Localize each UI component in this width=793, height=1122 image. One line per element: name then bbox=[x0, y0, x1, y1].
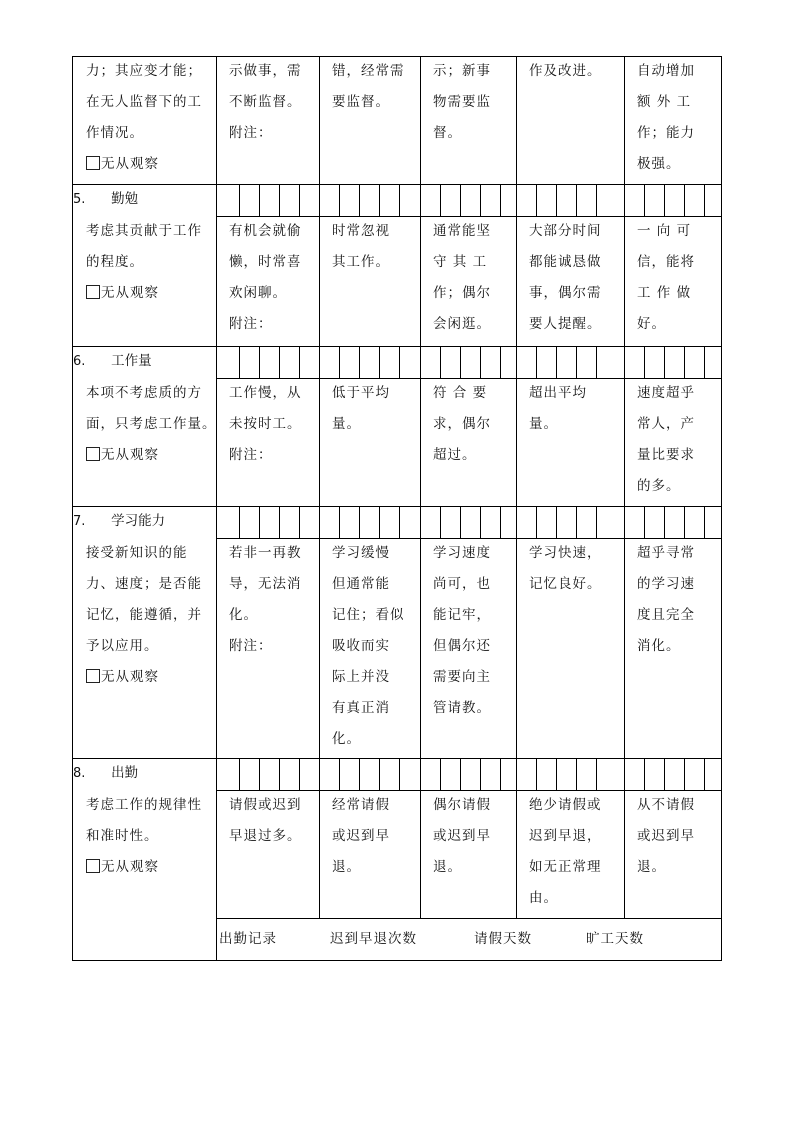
criterion-line: 面，只考虑工作量。 bbox=[86, 416, 217, 432]
rating-level-4-description bbox=[529, 538, 602, 600]
level-line: 绝少请假或 bbox=[529, 797, 602, 813]
score-box-divider bbox=[644, 184, 645, 216]
spacer bbox=[85, 353, 111, 369]
level-line: 吸收而实 bbox=[332, 638, 390, 654]
score-box-divider bbox=[379, 184, 380, 216]
score-box-divider bbox=[664, 506, 665, 538]
score-box-divider bbox=[460, 758, 461, 790]
no-observation-label: 无从观察 bbox=[101, 859, 159, 875]
score-box-divider bbox=[279, 346, 280, 378]
level-line: 物需要监 bbox=[433, 94, 491, 110]
score-box-divider bbox=[644, 346, 645, 378]
level-line: 度且完全 bbox=[637, 607, 695, 623]
rating-level-5-description bbox=[637, 790, 695, 883]
no-observation-label: 无从观察 bbox=[101, 447, 159, 463]
level-line: 消化。 bbox=[637, 638, 681, 654]
score-box-divider bbox=[460, 346, 461, 378]
level-line: 学习快速， bbox=[529, 545, 602, 561]
level-line: 但通常能 bbox=[332, 576, 390, 592]
score-box-divider bbox=[239, 346, 240, 378]
criterion-number: 5. bbox=[73, 192, 86, 207]
level-line: 守 其 工 bbox=[433, 254, 488, 270]
criterion-line: 记忆，能遵循，并 bbox=[86, 607, 202, 623]
level-line: 错，经常需 bbox=[332, 63, 405, 79]
rating-level-3-description bbox=[433, 378, 491, 471]
score-box-divider bbox=[359, 506, 360, 538]
checkbox-no-observation[interactable] bbox=[86, 669, 100, 683]
rating-level-2-description bbox=[332, 56, 405, 118]
level-line: 迟到早退， bbox=[529, 828, 602, 844]
level-line: 欢闲聊。 bbox=[229, 285, 287, 301]
score-box-divider bbox=[704, 184, 705, 216]
level-column-separator bbox=[420, 56, 421, 918]
rating-level-2-description bbox=[332, 216, 390, 278]
criterion-header bbox=[73, 189, 138, 210]
level-line: 都能诚恳做 bbox=[529, 254, 602, 270]
rating-level-2-description bbox=[332, 790, 390, 883]
remarks-label: 附注： bbox=[229, 447, 273, 463]
score-box-divider bbox=[664, 184, 665, 216]
level-line: 低于平均 bbox=[332, 385, 390, 401]
rating-level-5-description bbox=[637, 56, 695, 180]
score-box-divider bbox=[399, 506, 400, 538]
criterion-title: 出勤 bbox=[111, 765, 139, 781]
score-box-divider bbox=[480, 506, 481, 538]
score-box-divider bbox=[379, 758, 380, 790]
no-observation-label: 无从观察 bbox=[101, 669, 159, 685]
criterion-title: 勤勉 bbox=[111, 191, 139, 207]
rating-level-1-description bbox=[229, 538, 302, 662]
score-box-divider bbox=[480, 346, 481, 378]
rating-level-1-description bbox=[229, 378, 302, 471]
level-line: 好。 bbox=[637, 316, 666, 332]
no-observation-option[interactable] bbox=[86, 440, 217, 471]
level-line: 尚可，也 bbox=[433, 576, 491, 592]
criterion-title: 工作量 bbox=[111, 353, 152, 369]
level-line: 化。 bbox=[229, 607, 258, 623]
level-line: 一 向 可 bbox=[637, 223, 692, 239]
table-border-right bbox=[721, 56, 722, 961]
remarks-label: 附注： bbox=[229, 125, 273, 141]
checkbox-no-observation[interactable] bbox=[86, 285, 100, 299]
score-box-divider bbox=[576, 346, 577, 378]
criterion-header bbox=[73, 511, 165, 532]
checkbox-no-observation[interactable] bbox=[86, 859, 100, 873]
level-line: 有机会就偷 bbox=[229, 223, 302, 239]
level-line: 有真正消 bbox=[332, 700, 390, 716]
level-line: 示做事，需 bbox=[229, 63, 302, 79]
score-box-divider bbox=[339, 184, 340, 216]
score-box-divider bbox=[379, 506, 380, 538]
no-observation-option[interactable] bbox=[86, 852, 202, 883]
criterion-header bbox=[73, 763, 138, 784]
score-box-divider bbox=[536, 184, 537, 216]
score-box-divider bbox=[500, 758, 501, 790]
rating-level-3-description bbox=[433, 56, 491, 149]
score-box-divider bbox=[556, 758, 557, 790]
rating-level-3-description bbox=[433, 790, 491, 883]
score-box-divider bbox=[664, 758, 665, 790]
criterion-line: 考虑工作的规律性 bbox=[86, 797, 202, 813]
no-observation-label: 无从观察 bbox=[101, 285, 159, 301]
criterion-title: 学习能力 bbox=[111, 513, 166, 529]
criterion-description bbox=[86, 538, 202, 693]
score-box-divider bbox=[536, 346, 537, 378]
spacer bbox=[85, 191, 111, 207]
level-line: 自动增加 bbox=[637, 63, 695, 79]
level-line: 能记牢， bbox=[433, 607, 491, 623]
level-line: 会闲逛。 bbox=[433, 316, 491, 332]
late-early-count-label: 迟到早退次数 bbox=[330, 931, 417, 947]
score-box-divider bbox=[704, 346, 705, 378]
level-line: 若非一再教 bbox=[229, 545, 302, 561]
criterion-line: 作情况。 bbox=[86, 125, 144, 141]
score-box-divider bbox=[339, 346, 340, 378]
rating-level-5-description bbox=[637, 538, 695, 662]
score-box-divider bbox=[339, 506, 340, 538]
level-column-separator bbox=[624, 56, 625, 918]
criterion-line: 力；其应变才能； bbox=[86, 63, 202, 79]
criterion-line: 予以应用。 bbox=[86, 638, 159, 654]
score-box-divider bbox=[480, 184, 481, 216]
level-line: 速度超乎 bbox=[637, 385, 695, 401]
level-line: 事，偶尔需 bbox=[529, 285, 602, 301]
rating-level-2-description bbox=[332, 538, 405, 755]
score-box-divider bbox=[440, 758, 441, 790]
level-column-separator bbox=[319, 56, 320, 918]
checkbox-no-observation[interactable] bbox=[86, 156, 100, 170]
score-box-divider bbox=[684, 758, 685, 790]
level-line: 时常忽视 bbox=[332, 223, 390, 239]
level-line: 其工作。 bbox=[332, 254, 390, 270]
level-line: 从不请假 bbox=[637, 797, 695, 813]
score-box-divider bbox=[339, 758, 340, 790]
rating-level-5-description bbox=[637, 378, 695, 502]
score-box-divider bbox=[359, 346, 360, 378]
score-box-divider bbox=[536, 758, 537, 790]
no-observation-option[interactable] bbox=[86, 149, 202, 180]
score-box-divider bbox=[279, 184, 280, 216]
score-box-divider bbox=[684, 506, 685, 538]
score-box-divider bbox=[556, 506, 557, 538]
criterion-description bbox=[86, 56, 202, 180]
criterion-line: 和准时性。 bbox=[86, 828, 159, 844]
score-box-divider bbox=[576, 758, 577, 790]
level-line: 化。 bbox=[332, 731, 361, 747]
criterion-description bbox=[86, 378, 217, 471]
score-box-divider bbox=[359, 184, 360, 216]
rating-level-3-description bbox=[433, 216, 491, 340]
level-line: 学习速度 bbox=[433, 545, 491, 561]
no-observation-option[interactable] bbox=[86, 278, 202, 309]
level-line: 示；新事 bbox=[433, 63, 491, 79]
score-box-divider bbox=[460, 184, 461, 216]
score-box-divider bbox=[239, 506, 240, 538]
level-line: 或迟到早 bbox=[433, 828, 491, 844]
score-box-divider bbox=[239, 184, 240, 216]
criterion-description bbox=[86, 216, 202, 309]
level-line: 额 外 工 bbox=[637, 94, 692, 110]
level-line: 信，能将 bbox=[637, 254, 695, 270]
level-line: 作及改进。 bbox=[529, 63, 602, 79]
level-line: 记忆良好。 bbox=[529, 576, 602, 592]
score-box-divider bbox=[556, 184, 557, 216]
checkbox-no-observation[interactable] bbox=[86, 447, 100, 461]
criterion-line: 的程度。 bbox=[86, 254, 144, 270]
score-box-divider bbox=[460, 506, 461, 538]
score-box-divider bbox=[664, 346, 665, 378]
attendance-separator bbox=[216, 918, 722, 919]
level-line: 超过。 bbox=[433, 447, 477, 463]
rating-level-4-description bbox=[529, 790, 602, 914]
rating-level-1-description bbox=[229, 56, 302, 149]
score-box-divider bbox=[480, 758, 481, 790]
score-box-divider bbox=[399, 346, 400, 378]
level-line: 符 合 要 bbox=[433, 385, 488, 401]
level-column-separator bbox=[516, 56, 517, 918]
level-line: 懒，时常喜 bbox=[229, 254, 302, 270]
score-box-divider bbox=[279, 506, 280, 538]
level-line: 偶尔请假 bbox=[433, 797, 491, 813]
score-box-divider bbox=[399, 184, 400, 216]
score-box-divider bbox=[704, 506, 705, 538]
criterion-number: 6. bbox=[73, 354, 86, 369]
score-box-divider bbox=[299, 506, 300, 538]
score-box-divider bbox=[576, 184, 577, 216]
criterion-line: 本项不考虑质的方 bbox=[86, 385, 202, 401]
score-box-divider bbox=[596, 346, 597, 378]
level-line: 要监督。 bbox=[332, 94, 390, 110]
score-box-divider bbox=[299, 346, 300, 378]
no-observation-label: 无从观察 bbox=[101, 156, 159, 172]
level-line: 由。 bbox=[529, 890, 558, 906]
level-line: 通常能坚 bbox=[433, 223, 491, 239]
score-box-divider bbox=[259, 184, 260, 216]
level-line: 但偶尔还 bbox=[433, 638, 491, 654]
remarks-label: 附注： bbox=[229, 316, 273, 332]
criterion-line: 在无人监督下的工 bbox=[86, 94, 202, 110]
level-line: 超出平均 bbox=[529, 385, 587, 401]
rating-level-2-description bbox=[332, 378, 390, 440]
score-box-divider bbox=[500, 346, 501, 378]
score-box-divider bbox=[704, 758, 705, 790]
criterion-line: 考虑其贡献于工作 bbox=[86, 223, 202, 239]
level-line: 学习缓慢 bbox=[332, 545, 390, 561]
no-observation-option[interactable] bbox=[86, 662, 202, 693]
table-border-bottom bbox=[72, 960, 722, 961]
criterion-number: 7. bbox=[73, 514, 86, 529]
score-box-divider bbox=[279, 758, 280, 790]
level-line: 早退过多。 bbox=[229, 828, 302, 844]
score-box-divider bbox=[596, 506, 597, 538]
criterion-number: 8. bbox=[73, 766, 86, 781]
rating-level-4-description bbox=[529, 216, 602, 340]
score-box-divider bbox=[576, 506, 577, 538]
level-line: 常人，产 bbox=[637, 416, 695, 432]
level-line: 退。 bbox=[332, 859, 361, 875]
score-box-divider bbox=[536, 506, 537, 538]
score-box-divider bbox=[239, 758, 240, 790]
score-box-divider bbox=[440, 346, 441, 378]
score-box-divider bbox=[399, 758, 400, 790]
level-line: 或迟到早 bbox=[332, 828, 390, 844]
score-box-divider bbox=[259, 346, 260, 378]
level-line: 或迟到早 bbox=[637, 828, 695, 844]
level-line: 要人提醒。 bbox=[529, 316, 602, 332]
level-line: 作；能力 bbox=[637, 125, 695, 141]
level-line: 需要向主 bbox=[433, 669, 491, 685]
score-box-divider bbox=[596, 184, 597, 216]
level-line: 退。 bbox=[637, 859, 666, 875]
criterion-line: 接受新知识的能 bbox=[86, 545, 188, 561]
criterion-description bbox=[86, 790, 202, 883]
level-line: 请假或迟到 bbox=[229, 797, 302, 813]
spacer bbox=[85, 513, 111, 529]
rating-level-1-description bbox=[229, 216, 302, 340]
level-line: 极强。 bbox=[637, 156, 681, 172]
score-box-divider bbox=[500, 184, 501, 216]
level-line: 量。 bbox=[529, 416, 558, 432]
level-line: 际上并没 bbox=[332, 669, 390, 685]
score-box-divider bbox=[299, 758, 300, 790]
score-box-divider bbox=[684, 184, 685, 216]
rating-level-4-description bbox=[529, 56, 602, 87]
attendance-record-label: 出勤记录 bbox=[219, 931, 277, 947]
criterion-column-separator bbox=[216, 56, 217, 960]
leave-days-label: 请假天数 bbox=[474, 931, 532, 947]
level-line: 的多。 bbox=[637, 478, 681, 494]
rating-level-1-description bbox=[229, 790, 302, 852]
level-line: 未按时工。 bbox=[229, 416, 302, 432]
score-box-divider bbox=[684, 346, 685, 378]
criterion-line: 力、速度；是否能 bbox=[86, 576, 202, 592]
score-box-divider bbox=[299, 184, 300, 216]
level-line: 管请教。 bbox=[433, 700, 491, 716]
score-box-divider bbox=[596, 758, 597, 790]
score-box-divider bbox=[500, 506, 501, 538]
rating-level-4-description bbox=[529, 378, 587, 440]
score-box-divider bbox=[259, 506, 260, 538]
score-box-divider bbox=[644, 506, 645, 538]
level-line: 量。 bbox=[332, 416, 361, 432]
rating-level-3-description bbox=[433, 538, 491, 724]
level-line: 如无正常理 bbox=[529, 859, 602, 875]
level-line: 工 作 做 bbox=[637, 285, 692, 301]
score-box-divider bbox=[259, 758, 260, 790]
criterion-header bbox=[73, 351, 152, 372]
score-box-divider bbox=[359, 758, 360, 790]
score-box-divider bbox=[556, 346, 557, 378]
score-box-divider bbox=[644, 758, 645, 790]
level-line: 经常请假 bbox=[332, 797, 390, 813]
level-line: 超乎寻常 bbox=[637, 545, 695, 561]
level-line: 导，无法消 bbox=[229, 576, 302, 592]
level-line: 工作慢，从 bbox=[229, 385, 302, 401]
absent-days-label: 旷工天数 bbox=[586, 931, 644, 947]
level-line: 退。 bbox=[433, 859, 462, 875]
score-box-divider bbox=[440, 506, 441, 538]
rating-level-5-description bbox=[637, 216, 695, 340]
level-line: 大部分时间 bbox=[529, 223, 602, 239]
spacer bbox=[85, 765, 111, 781]
level-line: 不断监督。 bbox=[229, 94, 302, 110]
level-line: 求，偶尔 bbox=[433, 416, 491, 432]
level-line: 量比要求 bbox=[637, 447, 695, 463]
level-line: 督。 bbox=[433, 125, 462, 141]
score-box-divider bbox=[379, 346, 380, 378]
level-line: 作；偶尔 bbox=[433, 285, 491, 301]
remarks-label: 附注： bbox=[229, 638, 273, 654]
level-line: 的学习速 bbox=[637, 576, 695, 592]
score-box-divider bbox=[440, 184, 441, 216]
level-line: 记住；看似 bbox=[332, 607, 405, 623]
